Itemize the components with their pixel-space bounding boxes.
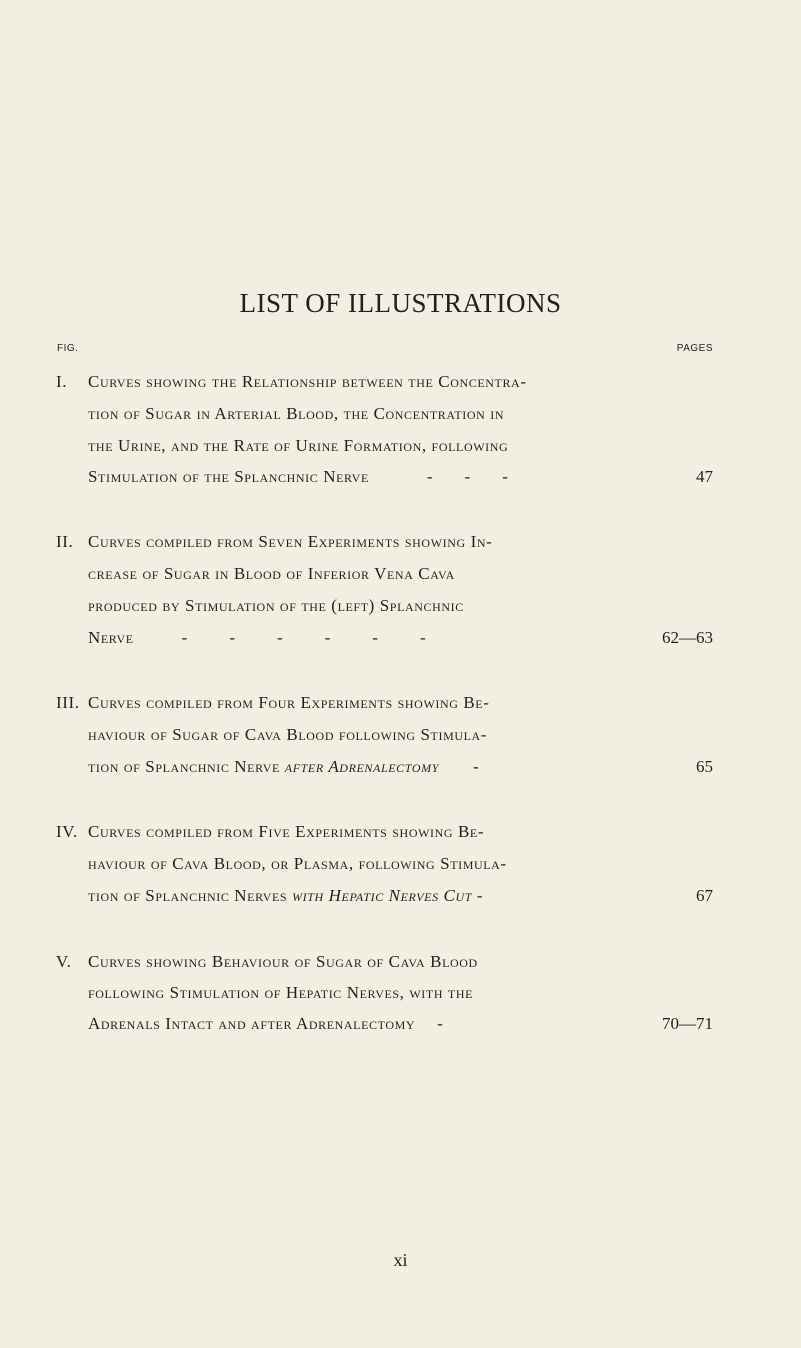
entry-2-pages: 62—63 [662,628,713,647]
entry-1-numeral: I. [56,372,68,391]
entry-4-pages: 67 [696,886,713,905]
entry-2-numeral: II. [56,532,74,551]
entry-3-line-2: haviour of Sugar of Cava Blood following Stimula- [88,725,488,744]
entry-3-line-3: tion of Splanchnic Nerve after Adrenalectomy - [88,757,480,776]
entry-2-line-1: II. Curves compiled from Seven Experiments showing In- [56,532,493,551]
pages-column-header: PAGES [676,343,713,354]
entry-4-line-1: IV. Curves compiled from Five Experiments showing Be- [56,822,485,841]
entry-3-pages: 65 [696,757,713,776]
entry-2-line-2: crease of Sugar in Blood of Inferior Vena Cava [88,564,455,583]
entry-1-line-3: the Urine, and the Rate of Urine Formation, following [88,436,509,455]
entry-1-pages: 47 [696,467,713,486]
entry-5-line-2: following Stimulation of Hepatic Nerves, with the [88,983,474,1002]
entry-5-line-3: Adrenals Intact and after Adrenalectomy - [88,1014,444,1033]
entry-3-numeral: III. [56,693,80,712]
entry-1-line-4: Stimulation of the Splanchnic Nerve --- [88,467,540,486]
entry-1-line-2: tion of Sugar in Arterial Blood, the Concentration in [88,404,505,423]
entry-2-line-3: produced by Stimulation of the (left) Splanchnic [88,596,464,615]
entry-5-pages: 70—71 [662,1014,713,1033]
entry-4-italic: with Hepatic Nerves Cut [292,886,473,905]
entry-1-line-1: I. Curves showing the Relationship between the Concentra- [56,372,527,391]
entry-4-line-3: tion of Splanchnic Nerves with Hepatic Nerves Cut - [88,886,484,905]
page-number: xi [393,1250,408,1270]
entry-3-italic: after Adrenalectomy [284,757,439,776]
entry-2-line-4: Nerve ------ [88,628,468,647]
fig-column-header: FIG. [57,343,79,354]
entry-3-line-1: III. Curves compiled from Four Experiments showing Be- [56,693,490,712]
entry-4-numeral: IV. [56,822,78,841]
entry-5-numeral: V. [56,952,72,971]
page-title: LIST OF ILLUSTRATIONS [239,288,562,318]
entry-4-line-2: haviour of Cava Blood, or Plasma, following Stimula- [88,854,507,873]
entry-5-line-1: V. Curves showing Behaviour of Sugar of Cava Blood [56,952,478,971]
